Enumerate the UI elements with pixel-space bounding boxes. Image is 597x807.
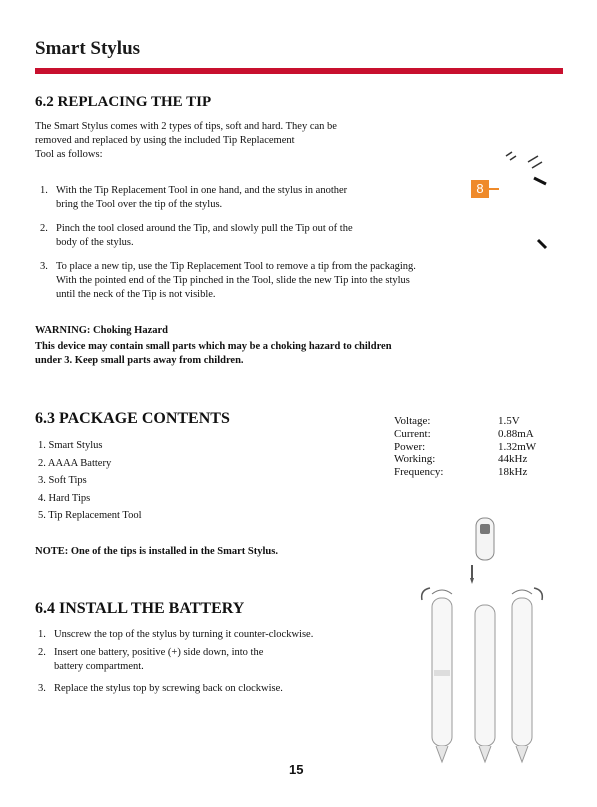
list-text — [54, 682, 283, 696]
spec-row — [394, 428, 536, 441]
list-line: With the Tip Replacement Tool in one hand, and the stylus in another — [56, 185, 348, 196]
spec-value: 18kHz — [498, 466, 528, 479]
list-item — [40, 184, 480, 212]
list-text — [54, 628, 313, 642]
list-item — [38, 682, 418, 696]
package-list — [38, 437, 142, 525]
section-heading-replacing-tip: 6.2 REPLACING THE TIP — [35, 94, 212, 110]
page-number: 15 — [289, 762, 304, 777]
spec-key: Working: — [394, 453, 436, 466]
section-heading-install-battery: 6.4 INSTALL THE BATTERY — [35, 600, 245, 617]
spec-row — [394, 441, 536, 454]
intro-line: The Smart Stylus comes with 2 types of tips, soft and hard. They can be — [35, 121, 337, 132]
spec-value: 1.5V — [498, 415, 520, 427]
list-number: 3. — [40, 261, 48, 272]
spec-value: 1.32mW — [498, 440, 537, 453]
list-item: 3. Soft Tips — [38, 475, 87, 486]
tip-replacement-illustration — [498, 148, 558, 258]
list-number: 3. — [38, 683, 46, 694]
list-line: body of the stylus. — [56, 237, 134, 248]
list-line: Pinch the tool closed around the Tip, and slowly pull the Tip out of the — [56, 223, 353, 234]
spec-key: Frequency: — [394, 466, 444, 479]
note-text: NOTE: One of the tips is installed in the Smart Stylus. — [35, 546, 278, 557]
list-item — [40, 260, 570, 302]
list-line: With the pointed end of the Tip pinched in the Tool, slide the new Tip into the stylus — [56, 275, 410, 286]
spec-key: Voltage: — [394, 415, 431, 427]
intro-paragraph — [35, 120, 337, 162]
list-number: 1. — [40, 185, 48, 196]
list-line: bring the Tool over the tip of the stylus. — [56, 199, 223, 210]
list-text — [56, 184, 347, 212]
spec-value: 0.88mA — [498, 427, 534, 440]
stylus-illustration — [420, 510, 550, 770]
warning-line: This device may contain small parts which may be a choking hazard to children — [35, 341, 392, 352]
list-text — [54, 646, 263, 674]
spec-row — [394, 415, 536, 428]
list-item: 5. Tip Replacement Tool — [38, 510, 142, 521]
list-line: battery compartment. — [54, 661, 144, 672]
list-text — [56, 222, 353, 250]
list-item: 4. Hard Tips — [38, 492, 91, 504]
list-line: Insert one battery, positive (+) side down, into the — [54, 647, 264, 658]
list-number: 2. — [40, 223, 48, 234]
spec-row — [394, 453, 536, 466]
spec-key: Current: — [394, 427, 431, 440]
list-text — [56, 260, 416, 302]
list-line: Unscrew the top of the stylus by turning it counter-clockwise. — [54, 629, 314, 640]
spec-key: Power: — [394, 440, 426, 453]
list-item — [38, 646, 418, 674]
list-item — [40, 222, 480, 250]
section-heading-package-contents: 6.3 PACKAGE CONTENTS — [35, 410, 230, 427]
intro-line: removed and replaced by using the included Tip Replacement — [35, 135, 295, 146]
specs-table — [394, 415, 536, 479]
list-line: Replace the stylus top by screwing back on clockwise. — [54, 683, 283, 694]
list-number: 1. — [38, 629, 46, 640]
intro-line: Tool as follows: — [35, 149, 103, 160]
list-line: To place a new tip, use the Tip Replacement Tool to remove a tip from the packaging. — [56, 261, 416, 272]
spec-value: 44kHz — [498, 453, 528, 466]
list-number: 2. — [38, 647, 46, 658]
list-item: 2. AAAA Battery — [38, 457, 112, 469]
warning-text — [35, 340, 555, 368]
title-divider — [35, 68, 563, 74]
callout-badge: 8 — [471, 180, 489, 198]
list-item: 1. Smart Stylus — [38, 440, 103, 451]
warning-title: WARNING: Choking Hazard — [35, 325, 169, 336]
warning-line: under 3. Keep small parts away from children. — [35, 355, 244, 366]
list-item — [38, 628, 418, 642]
page-title: Smart Stylus — [35, 38, 141, 59]
spec-row — [394, 466, 536, 479]
list-line: until the neck of the Tip is not visible. — [56, 289, 216, 300]
